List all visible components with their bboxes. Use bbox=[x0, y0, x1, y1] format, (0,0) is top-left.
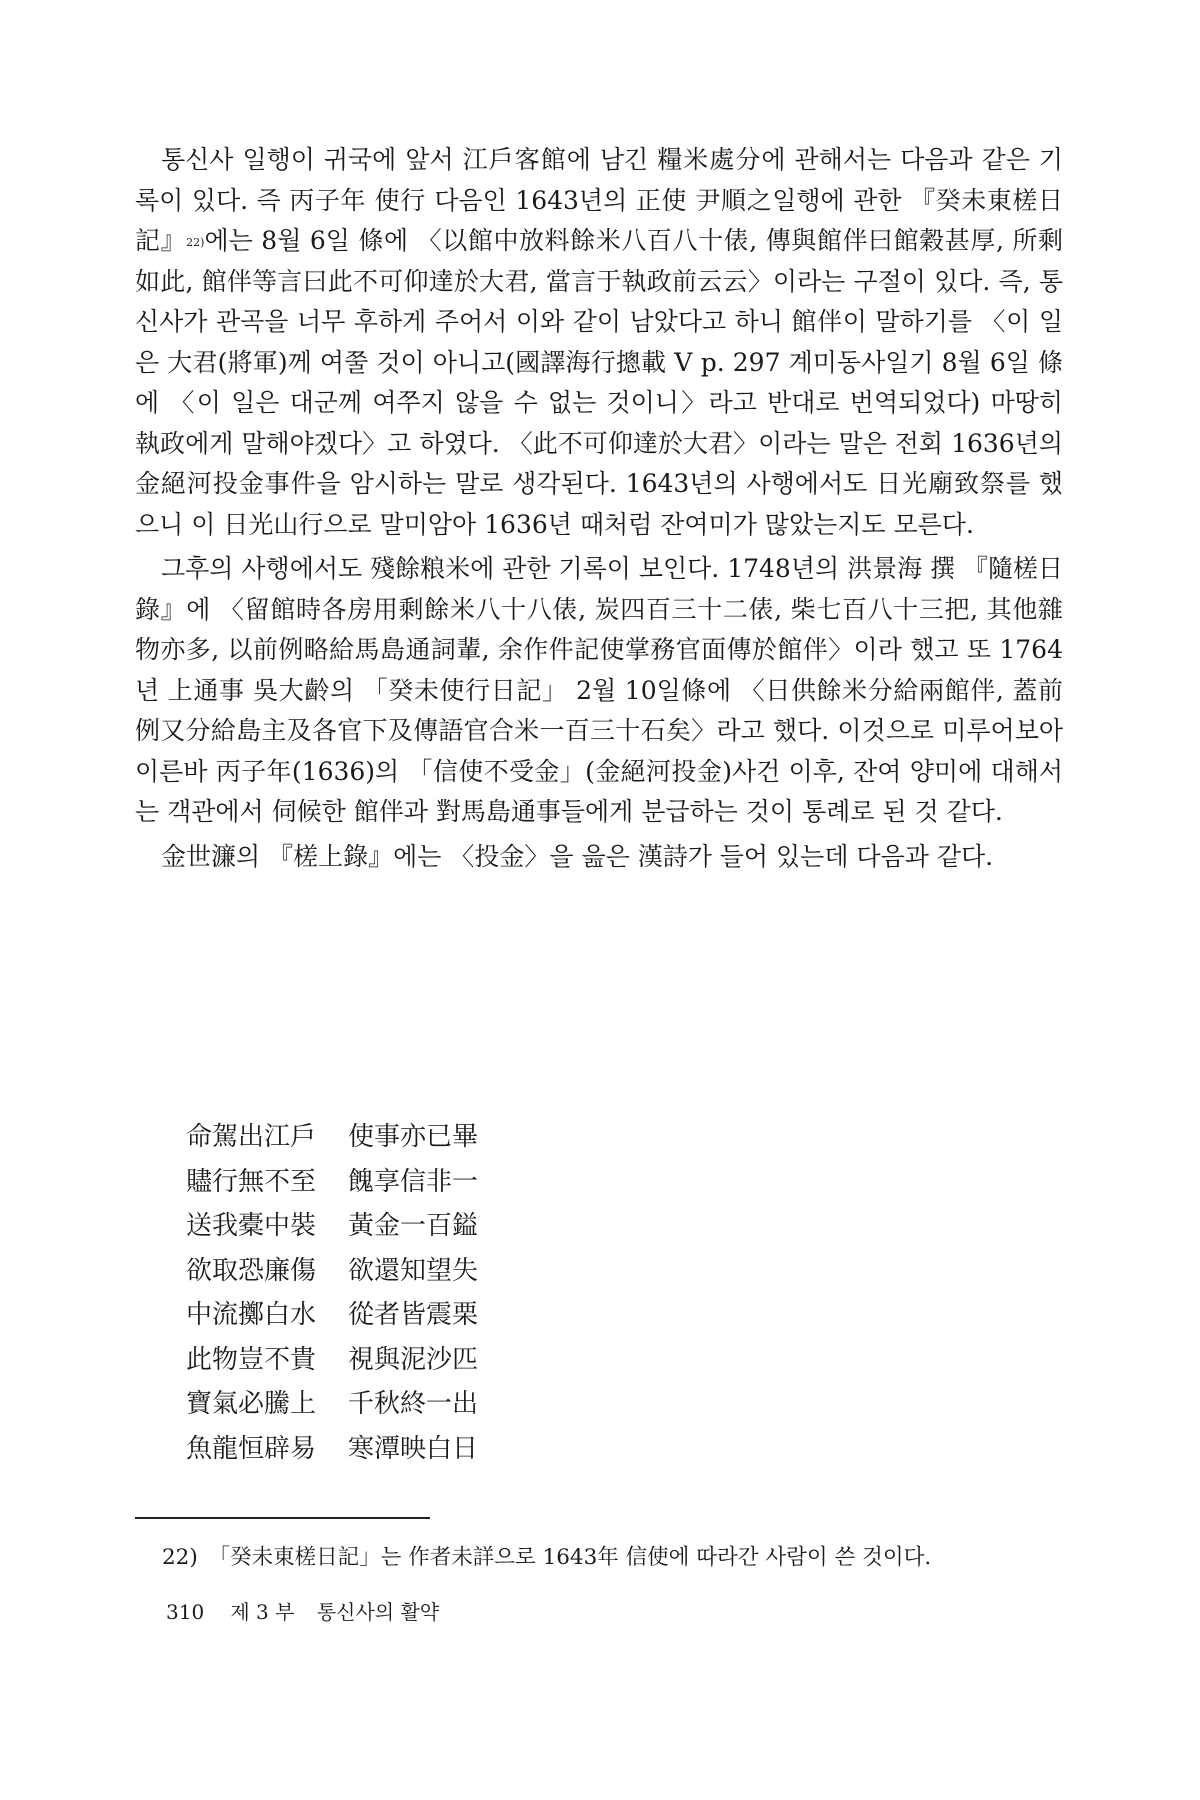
body-text bbox=[135, 140, 1063, 877]
poem-line: 魚龍恒辟易 寒潭映白日 bbox=[186, 1433, 479, 1464]
footnote bbox=[162, 1543, 931, 1573]
poem bbox=[186, 1115, 478, 1471]
page-number: 310 bbox=[166, 1600, 205, 1624]
part-title: 통신사의 활약 bbox=[316, 1600, 440, 1624]
footnote-text: 「癸未東槎日記」는 作者未詳으로 1643年 信使에 따라간 사람이 쓴 것이다. bbox=[208, 1545, 932, 1570]
page-footer bbox=[166, 1598, 439, 1626]
poem-line: 欲取恐廉傷 欲還知望失 bbox=[186, 1255, 479, 1286]
part-label: 제 3 부 bbox=[230, 1600, 295, 1624]
paragraph: 金世濂의 『槎上錄』에는 〈投金〉을 읊은 漢詩가 들어 있는데 다음과 같다. bbox=[161, 841, 994, 871]
poem-line: 送我橐中裝 黃金一百鎰 bbox=[186, 1211, 479, 1241]
footnote-ref: 22) bbox=[186, 236, 205, 249]
footnote-number: 22) bbox=[162, 1545, 198, 1570]
poem-line: 贐行無不至 餽享信非一 bbox=[186, 1166, 479, 1197]
paragraph: 그후의 사행에서도 殘餘粮米에 관한 기록이 보인다. 1748년의 洪景海 撰 『隨槎日錄』에 〈留館時各房用剩餘米八十八俵, 炭四百三十二俵, 柴七百八十三把, 其他雜物亦多, 以前例略給馬島通詞輩, 余作件記使掌務官面傳於館伴〉이라 했고 또 1764년 上通事 吳大齡의 「癸未使行日記」 2월 10일條에 〈日供餘米分給兩館伴, 蓋前例又分給島主及各官下及傳語官合米一百三十石矣〉라고 했다. 이것으로 미루어보아 이른바 丙子年(1636)의 「信使不受金」(金絕河投金)사건 이후, 잔여 양미에 대해서는 객관에서 伺候한 館伴과 對馬島通事들에게 분급하는 것이 통례로 된 것 같다. bbox=[135, 554, 1063, 826]
poem-line: 此物豈不貴 視與泥沙匹 bbox=[186, 1344, 479, 1375]
poem-line: 命駕出江戶 使事亦已畢 bbox=[186, 1122, 479, 1152]
poem-line: 中流擲白水 從者皆震栗 bbox=[186, 1300, 479, 1330]
poem-line: 寶氣必騰上 千秋終一出 bbox=[186, 1389, 479, 1419]
footnote-divider bbox=[135, 1517, 430, 1519]
paragraph: 통신사 일행이 귀국에 앞서 江戶客館에 남긴 糧米處分에 관해서는 다음과 같은 기록이 있다. 즉 丙子年 使行 다음인 1643년의 正使 尹順之일행에 관한 『癸未東槎日記』$^{22)}$에는 8월 6일 條에 〈以館中放料餘米八百八十俵, 傳與館伴曰館穀甚厚, 所剩如此, 館伴等言曰此不可仰達於大君, 當言于執政前云云〉이라는 구절이 있다. 즉, 통신사가 관곡을 너무 후하게 주어서 이와 같이 남았다고 하니 館伴이 말하기를 〈이 일은 大君(將軍)께 여쭐 것이 아니고(國譯海行摠載 Ⅴ p. 297 계미동사일기 8월 6일 條에 〈이 일은 대군께 여쭈지 않을 수 없는 것이니〉라고 반대로 번역되었다) 마땅히 執政에게 말해야겠다〉고 하였다. 〈此不可仰達於大君〉이라는 말은 전회 1636년의 金絕河投金事件을 암시하는 말로 생각된다. 1643년의 사행에서도 日光廟致祭를 했으니 이 日光山行으로 말미암아 1636년 때처럼 잔여미가 많았는지도 모른다. bbox=[135, 145, 1063, 539]
